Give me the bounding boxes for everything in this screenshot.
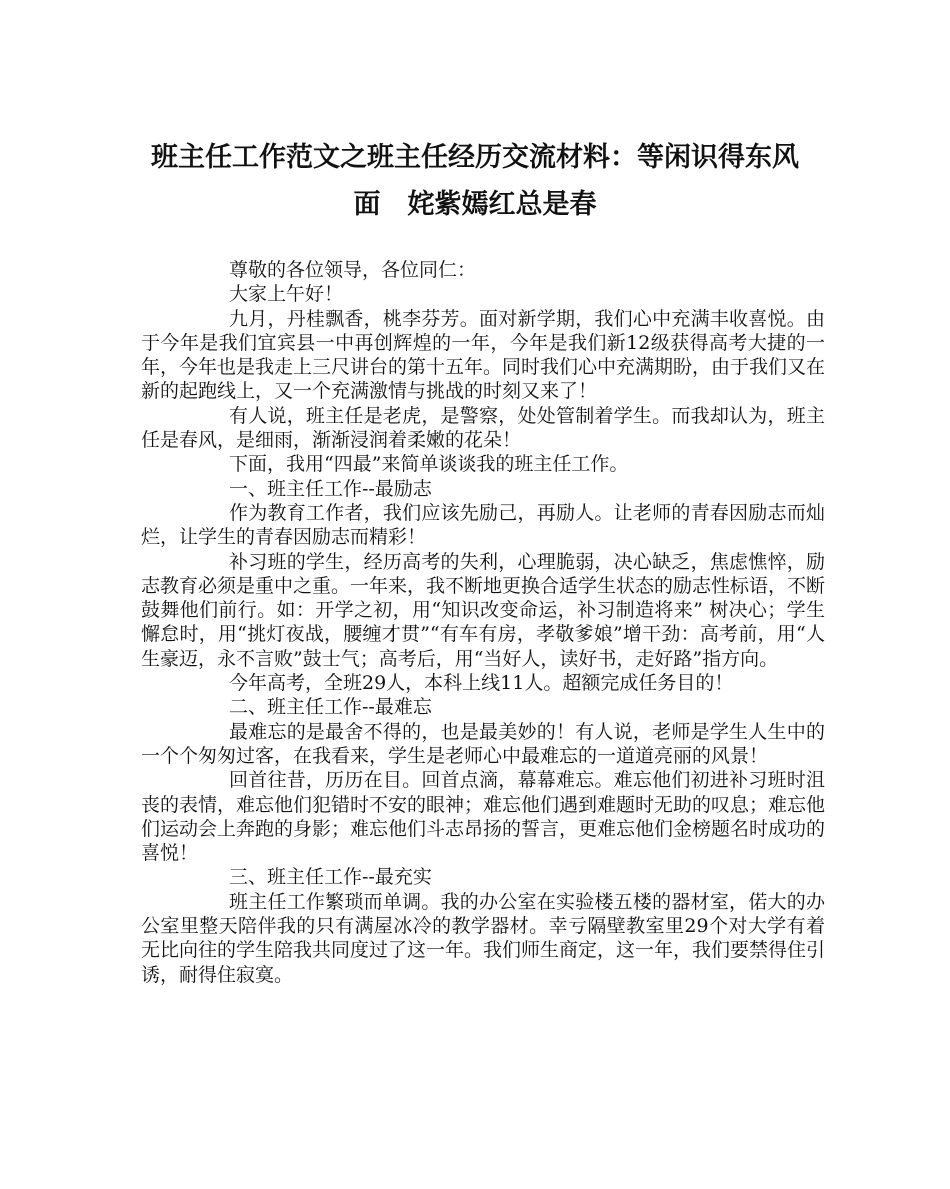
paragraph-overview: 下面，我用“四最”来简单谈谈我的班主任工作。 [229, 453, 629, 476]
paragraph-section1-b: 补习班的学生，经历高考的失利，心理脆弱，决心缺乏，焦虑憔悴，励志教育必须是重中之重。一年来，我不断地更换合适学生状态的励志性标语，不断鼓舞他们前行。如：开学之初，用“知识改变命运，补习制造将来” 树决心；学生懈怠时，用“挑灯夜战，腰缠才贯”“有车有房，孝敬爹娘”增干劲：高考前，用“人生豪迈，永不言败”鼓士气；高考后，用“当好人，读好书，走好路”指方向。 [141, 550, 826, 670]
section-heading-2: 二、班主任工作--最难忘 [229, 696, 432, 719]
paragraph-section2-a: 最难忘的是最舍不得的，也是最美妙的！有人说，老师是学生人生中的一个个匆匆过客，在我看来，学生是老师心中最难忘的一道道亮丽的风景！ [141, 720, 825, 767]
paragraph-section1-c: 今年高考，全班29人，本科上线11人。超额完成任务目的！ [229, 672, 734, 695]
document-body [141, 258, 825, 987]
paragraph-section3-a: 班主任工作繁琐而单调。我的办公室在实验楼五楼的器材室，偌大的办公室里整天陪伴我的只有满屋冰冷的教学器材。幸亏隔壁教室里29个对大学有着无比向往的学生陪我共同度过了这一年。我们师生商定，这一年，我们要禁得住引诱，耐得住寂寞。 [141, 890, 826, 986]
title-line-2: 面 姹紫嫣红总是春 [353, 189, 597, 220]
title-line-1: 班主任工作范文之班主任经历交流材料：等闲识得东风 [151, 142, 799, 173]
section-heading-3: 三、班主任工作--最充实 [229, 866, 432, 889]
document-title [140, 134, 810, 228]
paragraph-section1-a: 作为教育工作者，我们应该先励己，再励人。让老师的青春因励志而灿烂，让学生的青春因励志而精彩！ [141, 501, 825, 549]
paragraph-intro: 九月，丹桂飘香，桃李芬芳。面对新学期，我们心中充满丰收喜悦。由于今年是我们宜宾县一中再创辉煌的一年，今年是我们新12级获得高考大捷的一年，今年也是我走上三尺讲台的第十五年。同时我们心中充满期盼，由于我们又在新的起跑线上，又一个充满激情与挑战的时刻又来了！ [141, 307, 826, 403]
greeting: 大家上午好！ [229, 283, 344, 306]
paragraph-metaphor: 有人说，班主任是老虎，是警察，处处管制着学生。而我却认为，班主任是春风，是细雨，渐渐浸润着柔嫩的花朵！ [141, 404, 825, 452]
paragraph-section2-b: 回首往昔，历历在目。回首点滴，幕幕难忘。难忘他们初进补习班时沮丧的表情，难忘他们犯错时不安的眼神；难忘他们遇到难题时无助的叹息；难忘他们运动会上奔跑的身影；难忘他们斗志昂扬的誓言，更难忘他们金榜题名时成功的喜悦！ [141, 769, 826, 865]
salutation: 尊敬的各位领导，各位同仁： [229, 259, 477, 281]
section-heading-1: 一、班主任工作--最励志 [229, 477, 432, 500]
